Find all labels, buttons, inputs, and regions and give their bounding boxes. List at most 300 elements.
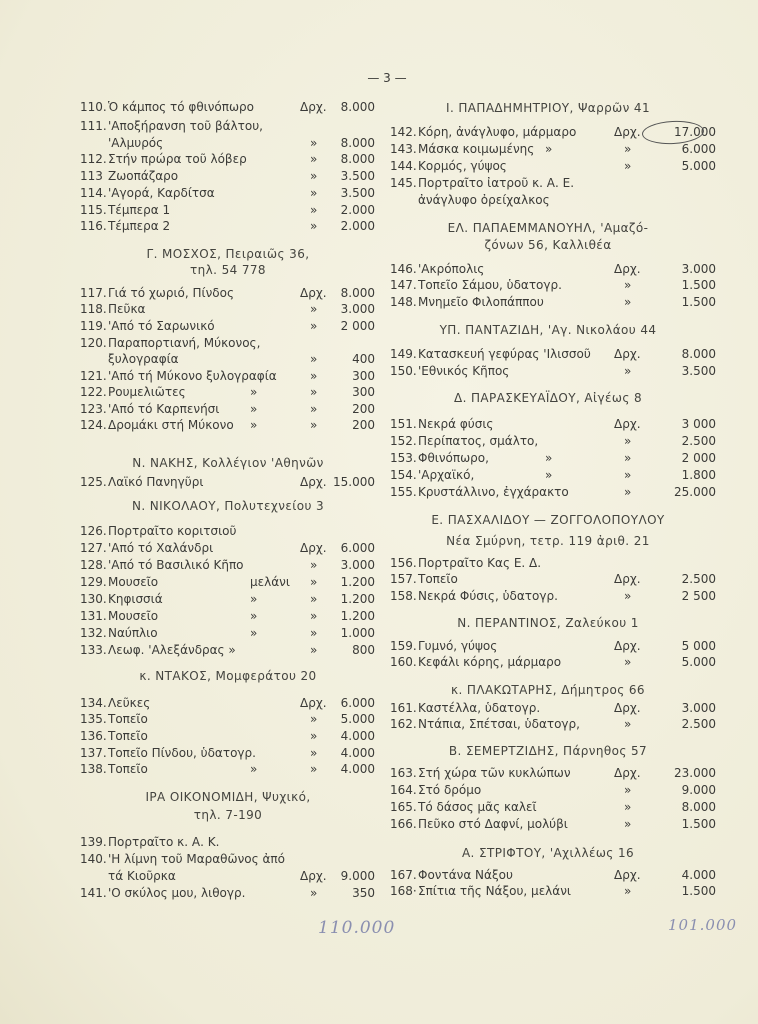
catalog-entry [80,885,375,902]
entry-price: 8.000 [340,285,375,300]
entry-number: 155. [390,484,417,499]
entry-title: Στό δρόμο [418,782,482,797]
entry-price: 1.500 [681,816,716,831]
catalog-entry [80,151,375,168]
entry-number: 121. [80,368,107,383]
entry-currency: » [624,816,632,831]
entry-number: 165. [390,799,417,814]
entry-title: Κόρη, ἀνάγλυφο, μάρμαρο [418,124,577,139]
entry-price: 9.000 [340,868,375,883]
section-heading: Β. ΣΕΜΕΡΤΖΙΔΗΣ, Πάρνηθος 57 [448,743,648,758]
entry-price: 8.000 [681,346,716,361]
entry-price: 1.200 [340,608,375,623]
entry-currency: » [624,467,632,482]
entry-price: 3.500 [681,363,716,378]
catalog-entry [390,261,716,278]
catalog-entry [80,834,375,851]
entry-title: Ζωοπάζαρο [108,168,179,183]
entry-number: 150. [390,363,417,378]
section-heading: ΙΡΑ ΟΙΚΟΝΟΜΙΔΗ, Ψυχικό, [145,789,311,804]
entry-number: 116. [80,218,107,233]
entry-price: 15.000 [333,474,375,489]
entry-title: Περίπατος, σμάλτο, [418,433,539,448]
entry-number: 159. [390,638,417,653]
entry-title: Τοπεῖο [108,728,148,743]
entry-price: 2 000 [340,318,375,333]
entry-number: 119. [80,318,107,333]
catalog-entry-continuation [80,135,375,152]
entry-title: Σπίτια τῆς Νάξου, μελάνι [418,883,571,898]
entry-title: Γυμνό, γύψος [418,638,498,653]
catalog-entry [80,851,375,868]
entry-currency: » [310,384,318,399]
entry-currency: Δρχ. [614,765,641,780]
catalog-entry [80,557,375,574]
catalog-entry [80,591,375,608]
entry-currency: » [310,301,318,316]
entry-title: 'Από τό Καρπενήσι [108,401,220,416]
entry-title: Κρυστάλλινο, ἐγχάρακτο [418,484,569,499]
entry-price: 2.000 [340,218,375,233]
entry-number: 134. [80,695,107,710]
entry-title: 'Από τό Σαρωνικό [108,318,215,333]
entry-number: 111. [80,118,107,133]
entry-title: Τοπεῖο [108,761,148,776]
entry-number: 164. [390,782,417,797]
entry-currency: » [624,782,632,797]
entry-number: 158. [390,588,417,603]
section-heading: τηλ. 54 778 [190,262,266,277]
entry-title: Γιά τό χωριό, Πίνδος [108,285,234,300]
entry-price: 8.000 [340,99,375,114]
entry-price: 3.000 [340,557,375,572]
entry-price: 3.500 [340,185,375,200]
entry-medium: » [250,384,258,399]
entry-currency: » [310,711,318,726]
catalog-entry [80,523,375,540]
entry-number: 139. [80,834,107,849]
entry-currency: Δρχ. [614,346,641,361]
entry-number: 157. [390,571,417,586]
entry-price: 300 [352,384,375,399]
catalog-entry [390,816,716,833]
entry-currency: » [310,728,318,743]
section-heading: ζόνων 56, Καλλιθέα [484,237,612,252]
page-number [0,71,758,85]
entry-currency: Δρχ. [300,695,327,710]
entry-title: Στή χώρα τῶν κυκλώπων [418,765,571,780]
entry-price: 4.000 [681,867,716,882]
entry-currency: » [310,318,318,333]
catalog-entry [80,474,375,491]
catalog-entry [80,608,375,625]
entry-currency: » [310,351,318,366]
entry-price: 200 [352,417,375,432]
entry-medium: » [250,625,258,640]
entry-title: ξυλογραφία [108,351,179,366]
section-heading: Ν. ΝΙΚΟΛΑΟΥ, Πολυτεχνείου 3 [131,498,325,513]
entry-price: 8.000 [681,799,716,814]
entry-title: τά Κιοῦρκα [108,868,176,883]
entry-title: 'Εθνικός Κῆπος [418,363,510,378]
entry-currency: » [310,591,318,606]
entry-title: Τοπεῖο Πίνδου, ὑδατογρ. [108,745,256,760]
entry-currency: » [624,484,632,499]
entry-currency: » [310,557,318,572]
entry-price: 25.000 [674,484,716,499]
entry-title: Κηφισσιά [108,591,163,606]
catalog-entry [80,335,375,352]
entry-currency: Δρχ. [300,540,327,555]
catalog-entry-continuation [80,868,375,885]
catalog-entry [390,799,716,816]
entry-currency: » [624,433,632,448]
entry-currency: » [624,450,632,465]
entry-price: 2.500 [681,571,716,586]
entry-number: 141. [80,885,107,900]
entry-price: 5.000 [340,711,375,726]
entry-number: 133. [80,642,107,657]
catalog-entry [80,168,375,185]
entry-title: Τοπεῖο [418,571,458,586]
entry-currency: » [624,716,632,731]
entry-title: Στήν πρώρα τοῦ λόβερ [108,151,247,166]
entry-title: Κατασκευή γεφύρας 'Ιλισσοῦ [418,346,591,361]
handwritten-total-right: 101.000 [668,916,738,934]
entry-title: Μνημεῖο Φιλοπάππου [418,294,544,309]
entry-number: 137. [80,745,107,760]
entry-number: 143. [390,141,417,156]
entry-number: 144. [390,158,417,173]
catalog-entry [80,761,375,778]
entry-number: 127. [80,540,107,555]
entry-title: 'Αλμυρός [108,135,164,150]
entry-currency: » [310,608,318,623]
catalog-entry [390,571,716,588]
entry-title: 'Αποξήρανση τοῦ βάλτου, [108,118,263,133]
entry-title: Παραπορτιανή, Μύκονος, [108,335,261,350]
entry-price: 1.500 [681,883,716,898]
entry-price: 2 000 [681,450,716,465]
entry-title: Ντάπια, Σπέτσαι, ὑδατογρ, [418,716,580,731]
entry-title: Ρουμελιῶτες [108,384,186,399]
entry-currency: » [624,883,632,898]
entry-currency: Δρχ. [614,124,641,139]
catalog-entry [390,555,716,572]
entry-title: 'Από τή Μύκονο ξυλογραφία [108,368,277,383]
entry-price: 4.000 [340,745,375,760]
entry-number: 145. [390,175,417,190]
entry-title: 'Αγορά, Καρδίτσα [108,185,215,200]
catalog-entry [80,574,375,591]
entry-price: 300 [352,368,375,383]
entry-number: 162. [390,716,417,731]
page-number-text: — 3 — [367,71,407,85]
entry-title: Καστέλλα, ὑδατογρ. [418,700,541,715]
entry-currency: Δρχ. [300,868,327,883]
entry-medium: » [545,141,553,156]
entry-title: Φθινόπωρο, [418,450,489,465]
entry-number: 114. [80,185,107,200]
entry-number: 120. [80,335,107,350]
catalog-entry [80,218,375,235]
entry-number: 122. [80,384,107,399]
entry-currency: » [310,745,318,760]
entry-title: Τό δάσος μᾶς καλεῖ [418,799,537,814]
entry-title: 'Αρχαϊκό, [418,467,475,482]
entry-price: 17.000 [674,124,716,139]
catalog-entry [390,467,716,484]
section-heading: ΕΛ. ΠΑΠΑΕΜΜΑΝΟΥΗΛ, 'Αμαζό- [447,220,649,235]
entry-title: Πεῦκα [108,301,146,316]
catalog-entry [390,175,716,192]
entry-price: 2 500 [681,588,716,603]
catalog-entry [390,654,716,671]
catalog-entry [80,401,375,418]
catalog-entry [80,642,375,659]
entry-price: 5.000 [681,654,716,669]
entry-currency: » [310,185,318,200]
entry-currency: Δρχ. [614,867,641,882]
entry-price: 3 000 [681,416,716,431]
entry-price: 800 [352,642,375,657]
entry-number: 118. [80,301,107,316]
catalog-entry [80,99,375,116]
entry-price: 350 [352,885,375,900]
entry-currency: » [624,158,632,173]
catalog-entry [390,883,716,900]
entry-number: 168· [390,883,417,898]
entry-number: 110. [80,99,107,114]
entry-price: 1.500 [681,294,716,309]
entry-title: Λαϊκό Πανηγῦρι [108,474,204,489]
entry-number: 125. [80,474,107,489]
entry-price: 400 [352,351,375,366]
entry-number: 149. [390,346,417,361]
entry-price: 1.200 [340,591,375,606]
entry-title: Πεῦκο στό Δαφνί, μολύβι [418,816,568,831]
entry-title: Ὁ κάμπος τό φθινόπωρο [108,99,255,114]
entry-currency: » [310,202,318,217]
entry-currency: » [310,368,318,383]
entry-title: Μουσεῖο [108,574,159,589]
entry-currency: » [310,151,318,166]
entry-currency: » [310,218,318,233]
entry-currency: » [624,799,632,814]
catalog-entry [80,625,375,642]
catalog-entry [390,700,716,717]
section-heading: Ν. ΠΕΡΑΝΤΙΝΟΣ, Ζαλεύκου 1 [457,615,639,630]
catalog-entry [390,765,716,782]
catalog-entry [390,363,716,380]
catalog-entry [80,301,375,318]
entry-medium: » [545,467,553,482]
entry-currency: » [310,885,318,900]
catalog-entry [390,433,716,450]
entry-currency: Δρχ. [300,474,327,489]
entry-currency: Δρχ. [300,285,327,300]
catalog-entry [80,118,375,135]
entry-price: 4.000 [340,728,375,743]
entry-price: 3.000 [681,261,716,276]
entry-number: 131. [80,608,107,623]
entry-title: Πορτραῖτο Κας Ε. Δ. [418,555,542,570]
entry-currency: » [624,277,632,292]
entry-number: 126. [80,523,107,538]
entry-number: 154. [390,467,417,482]
entry-title: Τέμπερα 2 [108,218,171,233]
catalog-entry [80,711,375,728]
entry-number: 130. [80,591,107,606]
entry-number: 142. [390,124,417,139]
catalog-entry [80,384,375,401]
entry-price: 1.200 [340,574,375,589]
catalog-entry [80,202,375,219]
catalog-entry [390,158,716,175]
entry-number: 112. [80,151,107,166]
entry-currency: Δρχ. [614,261,641,276]
entry-title: Λεωφ. 'Αλεξάνδρας » [108,642,236,657]
catalog-entry [390,277,716,294]
entry-medium: μελάνι [250,574,290,589]
section-heading: κ. ΝΤΑΚΟΣ, Μομφεράτου 20 [139,668,317,683]
entry-medium: » [250,761,258,776]
entry-number: 117. [80,285,107,300]
section-heading: Δ. ΠΑΡΑΣΚΕΥΑΪΔΟΥ, Αἰγέως 8 [453,390,643,405]
entry-title: Νεκρά φύσις [418,416,494,431]
entry-currency: Δρχ. [614,416,641,431]
entry-medium: » [250,401,258,416]
entry-price: 200 [352,401,375,416]
entry-number: 138. [80,761,107,776]
section-heading: τηλ. 7-190 [193,807,263,822]
section-heading: Νέα Σμύρνη, τετρ. 119 ἀριθ. 21 [446,533,650,548]
catalog-entry [80,417,375,434]
entry-currency: Δρχ. [614,638,641,653]
catalog-entry [80,318,375,335]
entry-price: 8.000 [340,151,375,166]
entry-currency: » [310,625,318,640]
entry-price: 3.000 [340,301,375,316]
entry-number: 152. [390,433,417,448]
entry-number: 136. [80,728,107,743]
entry-number: 166. [390,816,417,831]
entry-title: Τέμπερα 1 [108,202,171,217]
entry-currency: » [310,761,318,776]
entry-number: 160. [390,654,417,669]
handwritten-total-left: 110.000 [318,918,396,938]
entry-number: 147. [390,277,417,292]
catalog-entry [390,450,716,467]
entry-currency: » [310,417,318,432]
section-heading: Ε. ΠΑΣΧΑΛΙΔΟΥ — ΖΟΓΓΟΛΟΠΟΥΛΟΥ [431,512,665,527]
entry-number: 151. [390,416,417,431]
entry-price: 1.800 [681,467,716,482]
catalog-entry [390,484,716,501]
entry-currency: » [624,363,632,378]
catalog-entry [390,867,716,884]
entry-price: 4.000 [340,761,375,776]
entry-title: Μουσεῖο [108,608,159,623]
catalog-entry [80,368,375,385]
entry-number: 156. [390,555,417,570]
section-heading: ΥΠ. ΠΑΝΤΑΖΙΔΗ, 'Αγ. Νικολάου 44 [439,322,657,337]
entry-title: 'Από τό Χαλάνδρι [108,540,214,555]
entry-currency: » [310,401,318,416]
entry-title: ἀνάγλυφο ὀρείχαλκος [418,192,550,207]
entry-currency: » [310,574,318,589]
catalog-entry [390,782,716,799]
entry-number: 135. [80,711,107,726]
entry-medium: » [250,608,258,623]
entry-title: Λεῦκες [108,695,151,710]
entry-price: 6.000 [340,540,375,555]
entry-price: 3.000 [681,700,716,715]
entry-currency: » [310,642,318,657]
entry-price: 2.500 [681,716,716,731]
entry-number: 153. [390,450,417,465]
section-heading: Ν. ΝΑΚΗΣ, Κολλέγιον 'Αθηνῶν [132,455,324,470]
entry-number: 128. [80,557,107,572]
catalog-entry [390,638,716,655]
entry-title: Ναύπλιο [108,625,158,640]
entry-number: 161. [390,700,417,715]
entry-title: Φοντάνα Νάξου [418,867,513,882]
entry-title: Δρομάκι στή Μύκονο [108,417,234,432]
entry-title: 'Ο σκύλος μου, λιθογρ. [108,885,246,900]
catalog-entry-continuation [80,351,375,368]
entry-number: 115. [80,202,107,217]
entry-title: Πορτραῖτο ἰατροῦ κ. Α. Ε. [418,175,575,190]
entry-number: 148. [390,294,417,309]
catalog-entry [80,695,375,712]
catalog-entry [390,294,716,311]
entry-number: 132. [80,625,107,640]
entry-number: 167. [390,867,417,882]
catalog-entry [80,185,375,202]
entry-title: Πορτραῖτο κ. Α. Κ. [108,834,220,849]
entry-currency: » [310,135,318,150]
entry-price: 9.000 [681,782,716,797]
entry-currency: » [624,654,632,669]
entry-number: 163. [390,765,417,780]
entry-number: 123. [80,401,107,416]
catalog-entry [390,588,716,605]
entry-number: 146. [390,261,417,276]
entry-price: 8.000 [340,135,375,150]
entry-price: 1.000 [340,625,375,640]
entry-currency: Δρχ. [614,700,641,715]
catalog-entry [390,346,716,363]
catalog-entry [80,745,375,762]
entry-price: 1.500 [681,277,716,292]
catalog-entry [390,416,716,433]
entry-title: Πορτραῖτο κοριτσιοῦ [108,523,237,538]
entry-title: 'Η λίμνη τοῦ Μαραθῶνος ἀπό [108,851,285,866]
catalog-entry [80,728,375,745]
section-heading: Ι. ΠΑΠΑΔΗΜΗΤΡΙΟΥ, Ψαρρῶν 41 [446,100,650,115]
entry-price: 23.000 [674,765,716,780]
entry-price: 5 000 [681,638,716,653]
entry-title: 'Από τό Βασιλικό Κῆπο [108,557,244,572]
section-heading: κ. ΠΛΑΚΩΤΑΡΗΣ, Δήμητρος 66 [451,682,645,697]
section-heading: Γ. ΜΟΣΧΟΣ, Πειραιῶς 36, [146,246,310,261]
entry-currency: Δρχ. [300,99,327,114]
entry-title: Κεφάλι κόρης, μάρμαρο [418,654,562,669]
entry-title: Τοπεῖο Σάμου, ὑδατογρ. [418,277,562,292]
entry-currency: » [624,294,632,309]
entry-title: Κορμός, γύψος [418,158,507,173]
